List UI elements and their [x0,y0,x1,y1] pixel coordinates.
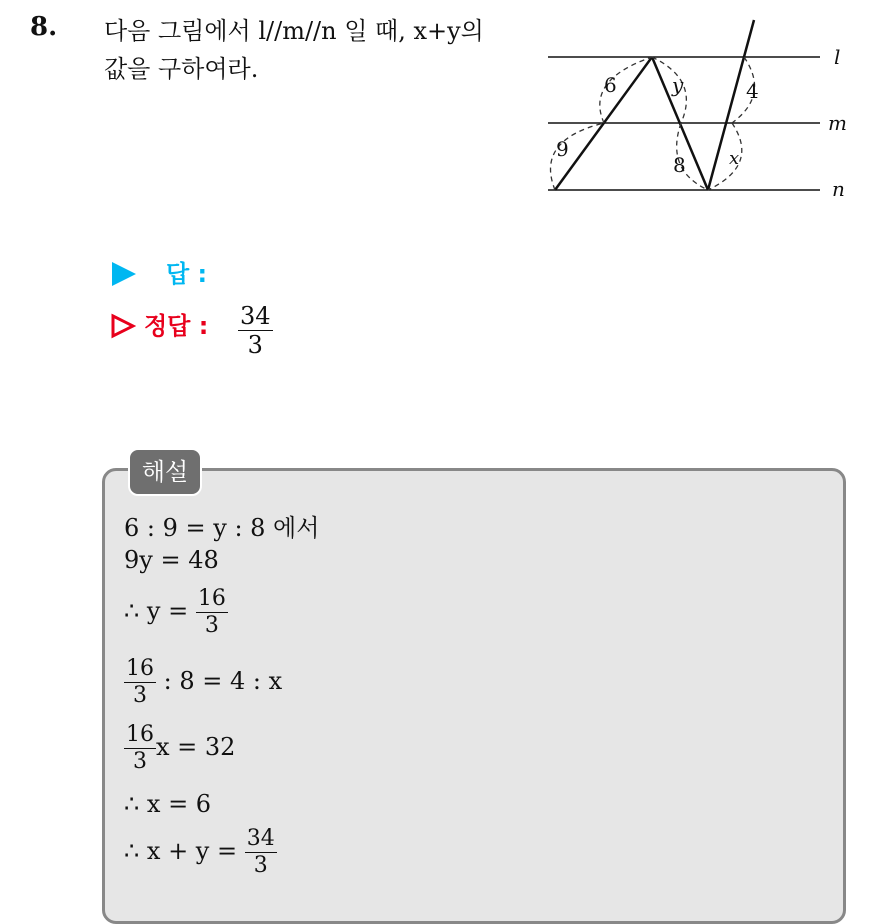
line7-denominator: 3 [253,853,268,878]
explanation-line-4 [124,656,282,709]
line5-denominator: 3 [133,749,147,774]
explanation-line-7 [124,826,277,879]
line5-numerator: 16 [126,722,154,747]
line7-prefix: ∴ x + y = [124,837,238,865]
explanation-line-5 [124,722,235,775]
parallel-lines-figure [540,18,860,218]
explanation-line-3 [124,586,228,639]
answer-arrow-icon [112,262,136,286]
label-9: 9 [556,137,569,161]
correct-answer-row [110,306,208,341]
line3-numerator: 16 [197,586,226,611]
line3-prefix: ∴ y = [124,597,189,625]
question-text-line2: 값을 구하여라. [104,55,259,83]
question-text-line1: 다음 그림에서 l//m//n 일 때, x+y의 [104,17,484,45]
label-l: l [834,45,841,69]
line4-suffix: : 8 = 4 : x [163,667,283,695]
question-text [104,12,524,88]
line4-denominator: 3 [133,683,147,708]
correct-label: 정답 : [144,312,209,340]
label-4: 4 [746,79,759,103]
line5-suffix: x = 32 [156,733,236,761]
line4-numerator: 16 [126,656,154,681]
label-x: x [729,148,740,169]
answer-label: 답 : [166,260,208,288]
explanation-line-2: 9y = 48 [124,546,219,574]
explanation-tab: 해설 [128,448,202,496]
explanation-line-6: ∴ x = 6 [124,790,212,818]
question-number: 8. [30,12,58,42]
correct-arrow-icon [110,313,136,339]
answer-row [112,254,207,289]
label-6: 6 [604,73,617,97]
line3-denominator: 3 [204,613,219,638]
correct-answer-value [238,302,273,359]
line7-numerator: 34 [246,826,275,851]
label-m: m [828,111,847,135]
correct-denominator: 3 [247,331,263,359]
correct-numerator: 34 [240,302,271,330]
label-n: n [832,177,845,201]
explanation-line-1: 6 : 9 = y : 8 에서 [124,514,320,542]
label-y: y [672,73,684,97]
label-8: 8 [673,153,686,177]
